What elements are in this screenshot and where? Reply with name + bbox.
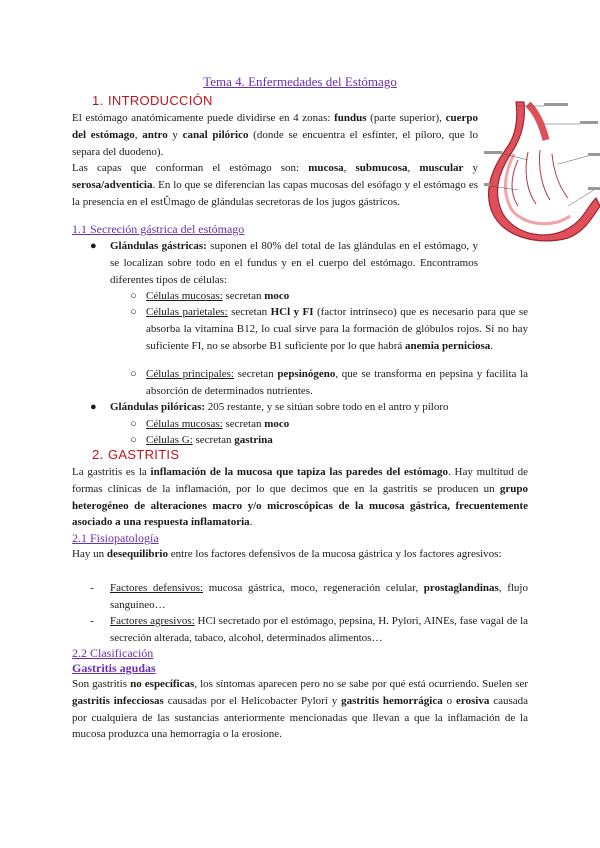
- list-item: - Factores agresivos: HCl secretado por el estómago, pepsina, H. Pylori, AINEs, fase vagal de la secreción alterada, tabaco, alcohol, determinados alimentos…: [90, 615, 529, 644]
- list-item: ○ Células parietales: secretan HCl y FI (factor intrínseco) que es necesario para que se absorba la vitamina B12, lo cual sirve para la formación de glóbulos rojos. Si no hay suficiente FI, no se absorbe B1 suficiente por lo que habrá anemia perniciosa.: [130, 306, 528, 352]
- subsection-2-2-heading: 2.2 Clasificación: [72, 646, 154, 660]
- list-item: ○ Células mucosas: secretan moco: [130, 288, 528, 305]
- bullet-icon: ●: [90, 240, 97, 252]
- dash-marker: -: [90, 582, 94, 594]
- bullet-icon: ●: [90, 401, 97, 413]
- page-title: Tema 4. Enfermedades del Estómago: [203, 74, 397, 89]
- section-title: GASTRITIS: [108, 447, 180, 462]
- list-item: ○ Células principales: secretan pepsinógeno, que se transforma en pepsina y facilita la absorción de determinados nutrientes.: [130, 368, 529, 397]
- section-title: INTRODUCCIÓN: [108, 93, 213, 108]
- section-2-heading: [92, 447, 179, 462]
- list-item: ○ Células mucosas: secretan moco: [130, 416, 528, 433]
- sub-bullet-icon: ○: [130, 306, 137, 318]
- sub-bullet-icon: ○: [130, 290, 137, 302]
- list-item: ● Glándulas gástricas: suponen el 80% del total de las glándulas en el estómago, y se localizan sobre todo en el fundus y en el cuerpo del estómago. Encontramos diferentes tipos de células:: [90, 240, 478, 286]
- list-item: ○ Células G: secretan gastrina: [130, 432, 528, 449]
- gastritis-agudas-paragraph: Son gastritis no específicas, los síntomas aparecen pero no se sabe por qué está ocurriendo. Suelen ser gastritis infecciosas causadas por el Helicobacter Pylori y gastritis hemorrágica o erosiva causada por cualquiera de las sustancias anteriormente mencionadas que llevan a que la inflamación de la mucosa produzca una hemorragia o la erosione.: [72, 678, 529, 741]
- dash-marker: -: [90, 615, 94, 627]
- list-item: ● Glándulas pilóricas: 205 restante, y se sitúan sobre todo en el antro y píloro: [90, 399, 528, 416]
- subsection-1-1-heading: 1.1 Secreción gástrica del estómago: [72, 222, 245, 236]
- section-number: 1.: [92, 93, 104, 108]
- gastritis-agudas-heading: Gastritis agudas: [72, 661, 156, 675]
- sub-bullet-icon: ○: [130, 434, 137, 446]
- section-1-heading: [92, 93, 213, 108]
- subsection-2-1-heading: 2.1 Fisiopatología: [72, 531, 159, 545]
- sub-bullet-icon: ○: [130, 418, 137, 430]
- list-item: - Factores defensivos: mucosa gástrica, moco, regeneración celular, prostaglandinas, flujo sanguíneo…: [90, 582, 528, 611]
- gastritis-paragraph: La gastritis es la inflamación de la mucosa que tapiza las paredes del estómago. Hay multitud de formas clínicas de la inflamación, por lo que decimos que en la gastritis se producen un grupo heterogéneo de alteraciones macro y/o microscópicas de la mucosa gástrica, frecuentemente asociado a una respuesta inflamatoria.: [72, 466, 528, 529]
- stomach-illustration: [484, 94, 600, 244]
- fisiopatologia-paragraph: Hay un desequilibrio entre los factores defensivos de la mucosa gástrica y los factores agresivos:: [72, 548, 502, 560]
- intro-paragraph-1: El estómago anatómicamente puede dividirse en 4 zonas: fundus (parte superior), cuerpo del estómago, antro y canal pilórico (donde se encuentra el esfínter, el píloro, que lo separa del duodeno).: [72, 112, 479, 158]
- section-number: 2.: [92, 447, 104, 462]
- sub-bullet-icon: ○: [130, 368, 137, 380]
- intro-paragraph-2: Las capas que conforman el estómago son: mucosa, submucosa, muscular y serosa/adventicia. En lo que se diferencian las capas mucosas del esófago y el estómago es la presencia en el estÛmago de glándulas secretoras de los jugos gástricos.: [72, 162, 479, 208]
